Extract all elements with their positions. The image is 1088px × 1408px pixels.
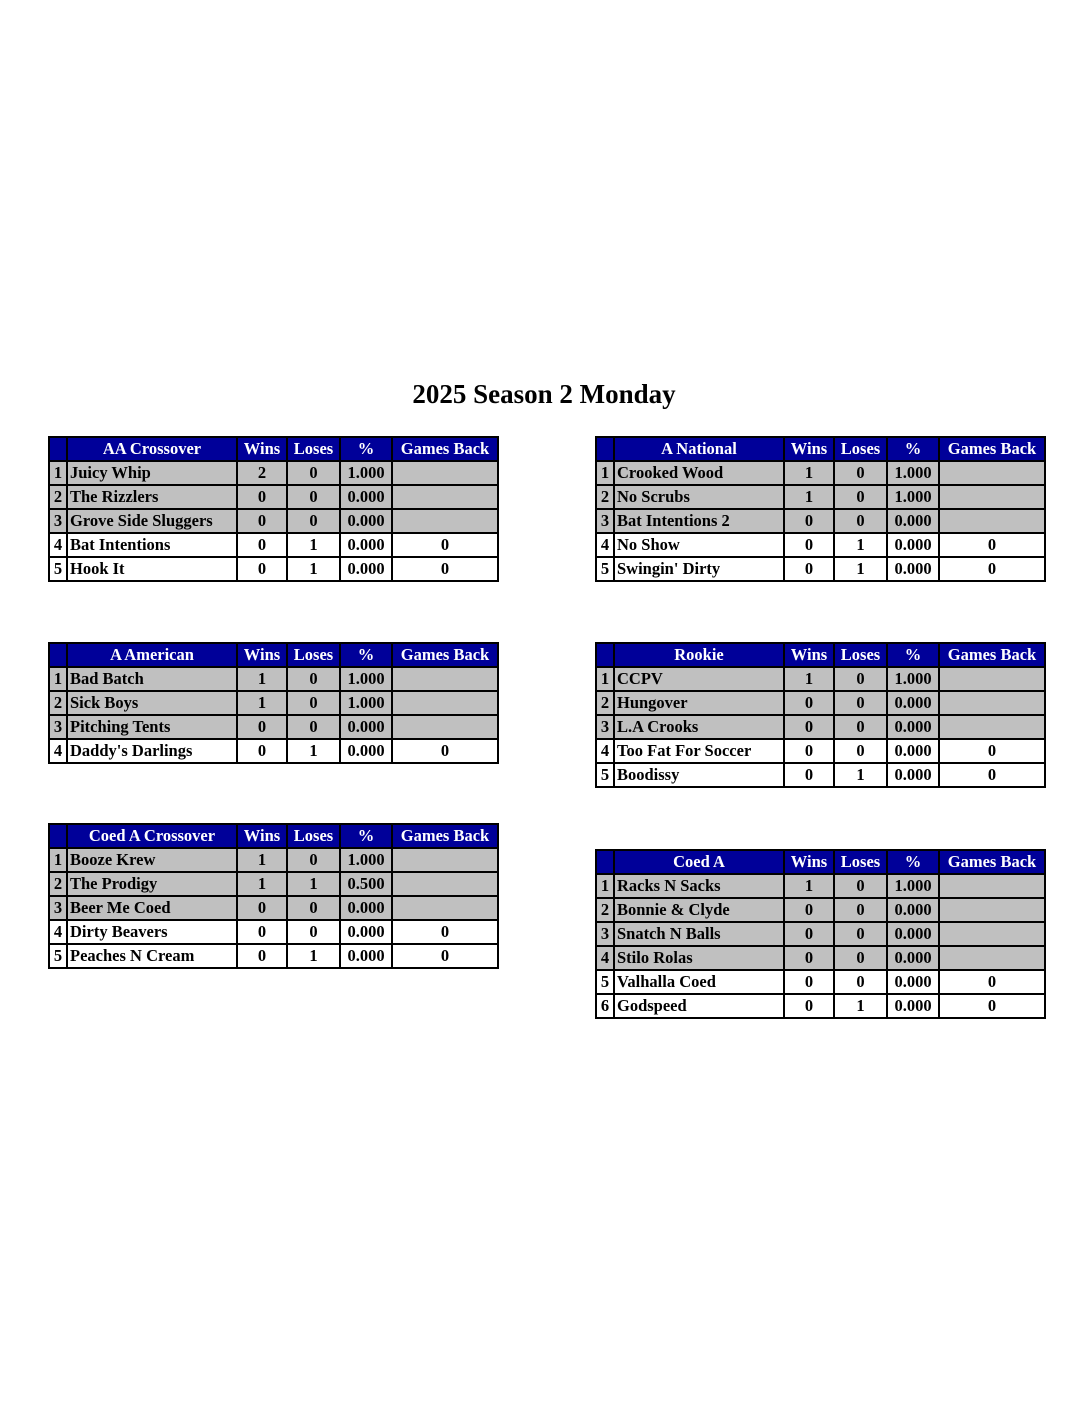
table-row bbox=[596, 715, 1045, 739]
rank-cell: 3 bbox=[596, 922, 614, 946]
rank-header bbox=[596, 437, 614, 461]
games-back-cell bbox=[392, 896, 498, 920]
wins-header: Wins bbox=[237, 437, 287, 461]
loses-cell: 0 bbox=[834, 667, 887, 691]
wins-cell: 0 bbox=[237, 896, 287, 920]
pct-cell: 1.000 bbox=[887, 667, 939, 691]
table-row bbox=[49, 557, 498, 581]
rank-cell: 2 bbox=[49, 691, 67, 715]
loses-header: Loses bbox=[834, 850, 887, 874]
team-name-cell: Too Fat For Soccer bbox=[614, 739, 784, 763]
wins-cell: 0 bbox=[784, 898, 834, 922]
table-row bbox=[596, 533, 1045, 557]
loses-header: Loses bbox=[287, 824, 340, 848]
team-name-cell: Beer Me Coed bbox=[67, 896, 237, 920]
wins-cell: 0 bbox=[237, 739, 287, 763]
rank-cell: 5 bbox=[49, 557, 67, 581]
table-row bbox=[596, 874, 1045, 898]
games-back-cell: 0 bbox=[939, 739, 1045, 763]
pct-cell: 0.000 bbox=[887, 946, 939, 970]
rank-cell: 3 bbox=[596, 715, 614, 739]
header-row bbox=[49, 824, 498, 848]
team-name-cell: Booze Krew bbox=[67, 848, 237, 872]
loses-cell: 1 bbox=[287, 533, 340, 557]
team-name-cell: No Show bbox=[614, 533, 784, 557]
pct-cell: 0.000 bbox=[887, 970, 939, 994]
games-back-cell bbox=[392, 485, 498, 509]
team-name-cell: Dirty Beavers bbox=[67, 920, 237, 944]
pct-header: % bbox=[887, 643, 939, 667]
table-row bbox=[596, 485, 1045, 509]
loses-cell: 0 bbox=[834, 922, 887, 946]
games-back-cell bbox=[939, 715, 1045, 739]
wins-cell: 0 bbox=[784, 533, 834, 557]
loses-cell: 0 bbox=[834, 898, 887, 922]
games-back-cell bbox=[392, 691, 498, 715]
wins-cell: 0 bbox=[784, 763, 834, 787]
wins-cell: 0 bbox=[237, 944, 287, 968]
table-row bbox=[596, 763, 1045, 787]
wins-cell: 1 bbox=[237, 848, 287, 872]
rank-cell: 3 bbox=[49, 509, 67, 533]
rank-header bbox=[49, 824, 67, 848]
pct-cell: 0.000 bbox=[887, 922, 939, 946]
rank-cell: 3 bbox=[596, 509, 614, 533]
loses-cell: 1 bbox=[834, 533, 887, 557]
loses-cell: 0 bbox=[287, 848, 340, 872]
loses-cell: 0 bbox=[834, 485, 887, 509]
rank-cell: 5 bbox=[596, 763, 614, 787]
team-name-cell: Grove Side Sluggers bbox=[67, 509, 237, 533]
wins-cell: 0 bbox=[784, 970, 834, 994]
wins-cell: 1 bbox=[784, 485, 834, 509]
team-name-cell: Snatch N Balls bbox=[614, 922, 784, 946]
team-name-cell: Swingin' Dirty bbox=[614, 557, 784, 581]
pct-cell: 0.000 bbox=[887, 533, 939, 557]
pct-cell: 0.000 bbox=[887, 691, 939, 715]
loses-header: Loses bbox=[834, 643, 887, 667]
wins-cell: 1 bbox=[237, 872, 287, 896]
division-table-aa-crossover bbox=[48, 436, 499, 582]
division-table-a-american bbox=[48, 642, 499, 764]
games-back-cell bbox=[939, 898, 1045, 922]
rank-header bbox=[596, 850, 614, 874]
division-table-coed-a bbox=[595, 849, 1046, 1019]
team-name-cell: Valhalla Coed bbox=[614, 970, 784, 994]
pct-cell: 0.000 bbox=[887, 557, 939, 581]
team-name-cell: Bonnie & Clyde bbox=[614, 898, 784, 922]
games-back-cell: 0 bbox=[939, 970, 1045, 994]
table-row bbox=[596, 898, 1045, 922]
wins-cell: 0 bbox=[237, 715, 287, 739]
games-back-cell: 0 bbox=[392, 944, 498, 968]
wins-cell: 0 bbox=[784, 557, 834, 581]
wins-cell: 0 bbox=[237, 557, 287, 581]
loses-cell: 0 bbox=[834, 970, 887, 994]
table-row bbox=[596, 946, 1045, 970]
games-back-cell: 0 bbox=[392, 533, 498, 557]
rank-cell: 6 bbox=[596, 994, 614, 1018]
table-row bbox=[49, 485, 498, 509]
games-back-cell bbox=[939, 509, 1045, 533]
team-name-cell: Boodissy bbox=[614, 763, 784, 787]
rank-cell: 5 bbox=[596, 557, 614, 581]
loses-cell: 0 bbox=[287, 896, 340, 920]
rank-cell: 1 bbox=[596, 461, 614, 485]
table-row bbox=[596, 994, 1045, 1018]
pct-cell: 0.000 bbox=[340, 944, 392, 968]
table-row bbox=[49, 533, 498, 557]
wins-cell: 0 bbox=[784, 922, 834, 946]
games-back-cell: 0 bbox=[392, 557, 498, 581]
pct-cell: 1.000 bbox=[340, 461, 392, 485]
page-title: 2025 Season 2 Monday bbox=[412, 379, 676, 409]
wins-cell: 0 bbox=[237, 509, 287, 533]
rank-header bbox=[49, 437, 67, 461]
header-row bbox=[49, 643, 498, 667]
team-name-cell: Peaches N Cream bbox=[67, 944, 237, 968]
games-back-cell bbox=[392, 461, 498, 485]
wins-cell: 0 bbox=[784, 715, 834, 739]
rank-cell: 1 bbox=[596, 667, 614, 691]
games-back-cell bbox=[939, 874, 1045, 898]
loses-cell: 0 bbox=[287, 920, 340, 944]
table-row bbox=[596, 739, 1045, 763]
games-back-cell bbox=[392, 872, 498, 896]
pct-cell: 0.000 bbox=[340, 533, 392, 557]
team-name-cell: Hungover bbox=[614, 691, 784, 715]
wins-cell: 1 bbox=[784, 461, 834, 485]
rank-cell: 5 bbox=[49, 944, 67, 968]
pct-cell: 0.000 bbox=[340, 485, 392, 509]
games-back-cell bbox=[392, 509, 498, 533]
games-back-header: Games Back bbox=[939, 437, 1045, 461]
table-row bbox=[49, 461, 498, 485]
games-back-cell: 0 bbox=[939, 763, 1045, 787]
rank-cell: 1 bbox=[596, 874, 614, 898]
pct-cell: 0.500 bbox=[340, 872, 392, 896]
loses-cell: 0 bbox=[287, 509, 340, 533]
table-row bbox=[49, 509, 498, 533]
wins-cell: 2 bbox=[237, 461, 287, 485]
wins-cell: 0 bbox=[237, 485, 287, 509]
loses-header: Loses bbox=[287, 437, 340, 461]
games-back-cell bbox=[392, 715, 498, 739]
wins-cell: 1 bbox=[784, 667, 834, 691]
table-row bbox=[596, 691, 1045, 715]
games-back-cell bbox=[939, 691, 1045, 715]
division-table-coed-a-crossover bbox=[48, 823, 499, 969]
games-back-header: Games Back bbox=[392, 824, 498, 848]
pct-cell: 0.000 bbox=[887, 739, 939, 763]
loses-header: Loses bbox=[834, 437, 887, 461]
rank-cell: 2 bbox=[49, 872, 67, 896]
wins-cell: 1 bbox=[784, 874, 834, 898]
loses-cell: 0 bbox=[834, 715, 887, 739]
division-name: A American bbox=[67, 643, 237, 667]
team-name-cell: Bat Intentions bbox=[67, 533, 237, 557]
loses-cell: 0 bbox=[834, 874, 887, 898]
pct-header: % bbox=[340, 824, 392, 848]
team-name-cell: Crooked Wood bbox=[614, 461, 784, 485]
pct-cell: 1.000 bbox=[887, 485, 939, 509]
pct-cell: 0.000 bbox=[340, 920, 392, 944]
wins-cell: 0 bbox=[784, 739, 834, 763]
loses-cell: 0 bbox=[287, 485, 340, 509]
pct-header: % bbox=[887, 437, 939, 461]
games-back-cell bbox=[939, 485, 1045, 509]
loses-header: Loses bbox=[287, 643, 340, 667]
games-back-cell: 0 bbox=[392, 920, 498, 944]
division-table-a-national bbox=[595, 436, 1046, 582]
games-back-cell bbox=[939, 461, 1045, 485]
table-row bbox=[49, 691, 498, 715]
rank-cell: 4 bbox=[596, 946, 614, 970]
games-back-cell: 0 bbox=[939, 557, 1045, 581]
rank-cell: 2 bbox=[596, 691, 614, 715]
rank-header bbox=[49, 643, 67, 667]
table-row bbox=[49, 920, 498, 944]
loses-cell: 0 bbox=[287, 715, 340, 739]
loses-cell: 0 bbox=[287, 691, 340, 715]
rank-cell: 4 bbox=[596, 533, 614, 557]
rank-cell: 2 bbox=[49, 485, 67, 509]
wins-cell: 0 bbox=[237, 920, 287, 944]
pct-cell: 1.000 bbox=[887, 461, 939, 485]
pct-cell: 0.000 bbox=[887, 994, 939, 1018]
team-name-cell: Bat Intentions 2 bbox=[614, 509, 784, 533]
table-row bbox=[596, 922, 1045, 946]
rank-cell: 2 bbox=[596, 898, 614, 922]
games-back-cell bbox=[939, 946, 1045, 970]
team-name-cell: Racks N Sacks bbox=[614, 874, 784, 898]
loses-cell: 0 bbox=[834, 691, 887, 715]
division-name: A National bbox=[614, 437, 784, 461]
wins-header: Wins bbox=[784, 850, 834, 874]
loses-cell: 0 bbox=[834, 739, 887, 763]
table-row bbox=[49, 896, 498, 920]
table-row bbox=[49, 667, 498, 691]
header-row bbox=[596, 643, 1045, 667]
games-back-cell: 0 bbox=[392, 739, 498, 763]
loses-cell: 0 bbox=[834, 461, 887, 485]
wins-cell: 0 bbox=[784, 994, 834, 1018]
table-row bbox=[49, 739, 498, 763]
wins-header: Wins bbox=[237, 824, 287, 848]
team-name-cell: Stilo Rolas bbox=[614, 946, 784, 970]
division-name: Coed A bbox=[614, 850, 784, 874]
games-back-cell: 0 bbox=[939, 994, 1045, 1018]
table-row bbox=[49, 944, 498, 968]
rank-cell: 1 bbox=[49, 667, 67, 691]
division-name: Coed A Crossover bbox=[67, 824, 237, 848]
pct-cell: 1.000 bbox=[340, 667, 392, 691]
team-name-cell: CCPV bbox=[614, 667, 784, 691]
division-table-rookie bbox=[595, 642, 1046, 788]
team-name-cell: The Prodigy bbox=[67, 872, 237, 896]
pct-header: % bbox=[340, 643, 392, 667]
rank-cell: 4 bbox=[49, 920, 67, 944]
wins-cell: 0 bbox=[784, 691, 834, 715]
pct-cell: 1.000 bbox=[887, 874, 939, 898]
team-name-cell: Sick Boys bbox=[67, 691, 237, 715]
rank-cell: 5 bbox=[596, 970, 614, 994]
rank-cell: 3 bbox=[49, 896, 67, 920]
team-name-cell: Hook It bbox=[67, 557, 237, 581]
team-name-cell: No Scrubs bbox=[614, 485, 784, 509]
wins-cell: 1 bbox=[237, 667, 287, 691]
team-name-cell: Bad Batch bbox=[67, 667, 237, 691]
wins-cell: 0 bbox=[784, 946, 834, 970]
pct-cell: 0.000 bbox=[887, 898, 939, 922]
loses-cell: 1 bbox=[287, 739, 340, 763]
pct-cell: 0.000 bbox=[340, 739, 392, 763]
table-row bbox=[49, 872, 498, 896]
games-back-cell bbox=[392, 848, 498, 872]
wins-cell: 1 bbox=[237, 691, 287, 715]
pct-header: % bbox=[340, 437, 392, 461]
loses-cell: 1 bbox=[287, 557, 340, 581]
team-name-cell: Juicy Whip bbox=[67, 461, 237, 485]
loses-cell: 1 bbox=[834, 994, 887, 1018]
games-back-header: Games Back bbox=[939, 643, 1045, 667]
table-row bbox=[596, 557, 1045, 581]
team-name-cell: Godspeed bbox=[614, 994, 784, 1018]
table-row bbox=[596, 461, 1045, 485]
header-row bbox=[596, 850, 1045, 874]
games-back-cell bbox=[939, 667, 1045, 691]
games-back-cell bbox=[392, 667, 498, 691]
pct-header: % bbox=[887, 850, 939, 874]
loses-cell: 0 bbox=[834, 509, 887, 533]
rank-cell: 4 bbox=[49, 533, 67, 557]
pct-cell: 0.000 bbox=[340, 509, 392, 533]
pct-cell: 0.000 bbox=[887, 715, 939, 739]
loses-cell: 1 bbox=[834, 557, 887, 581]
games-back-header: Games Back bbox=[939, 850, 1045, 874]
wins-cell: 0 bbox=[784, 509, 834, 533]
loses-cell: 0 bbox=[834, 946, 887, 970]
loses-cell: 1 bbox=[287, 872, 340, 896]
games-back-header: Games Back bbox=[392, 643, 498, 667]
loses-cell: 0 bbox=[287, 461, 340, 485]
pct-cell: 0.000 bbox=[887, 509, 939, 533]
header-row bbox=[596, 437, 1045, 461]
team-name-cell: L.A Crooks bbox=[614, 715, 784, 739]
rank-cell: 4 bbox=[596, 739, 614, 763]
rank-cell: 1 bbox=[49, 848, 67, 872]
wins-header: Wins bbox=[784, 437, 834, 461]
rank-cell: 1 bbox=[49, 461, 67, 485]
loses-cell: 1 bbox=[287, 944, 340, 968]
pct-cell: 0.000 bbox=[340, 896, 392, 920]
pct-cell: 1.000 bbox=[340, 848, 392, 872]
games-back-header: Games Back bbox=[392, 437, 498, 461]
wins-header: Wins bbox=[237, 643, 287, 667]
table-row bbox=[596, 667, 1045, 691]
wins-header: Wins bbox=[784, 643, 834, 667]
team-name-cell: Daddy's Darlings bbox=[67, 739, 237, 763]
rank-cell: 4 bbox=[49, 739, 67, 763]
pct-cell: 1.000 bbox=[340, 691, 392, 715]
games-back-cell bbox=[939, 922, 1045, 946]
division-name: Rookie bbox=[614, 643, 784, 667]
pct-cell: 0.000 bbox=[340, 715, 392, 739]
rank-cell: 3 bbox=[49, 715, 67, 739]
pct-cell: 0.000 bbox=[887, 763, 939, 787]
team-name-cell: Pitching Tents bbox=[67, 715, 237, 739]
loses-cell: 1 bbox=[834, 763, 887, 787]
loses-cell: 0 bbox=[287, 667, 340, 691]
rank-header bbox=[596, 643, 614, 667]
rank-cell: 2 bbox=[596, 485, 614, 509]
table-row bbox=[596, 509, 1045, 533]
table-row bbox=[49, 715, 498, 739]
pct-cell: 0.000 bbox=[340, 557, 392, 581]
wins-cell: 0 bbox=[237, 533, 287, 557]
team-name-cell: The Rizzlers bbox=[67, 485, 237, 509]
table-row bbox=[49, 848, 498, 872]
table-row bbox=[596, 970, 1045, 994]
header-row bbox=[49, 437, 498, 461]
division-name: AA Crossover bbox=[67, 437, 237, 461]
games-back-cell: 0 bbox=[939, 533, 1045, 557]
